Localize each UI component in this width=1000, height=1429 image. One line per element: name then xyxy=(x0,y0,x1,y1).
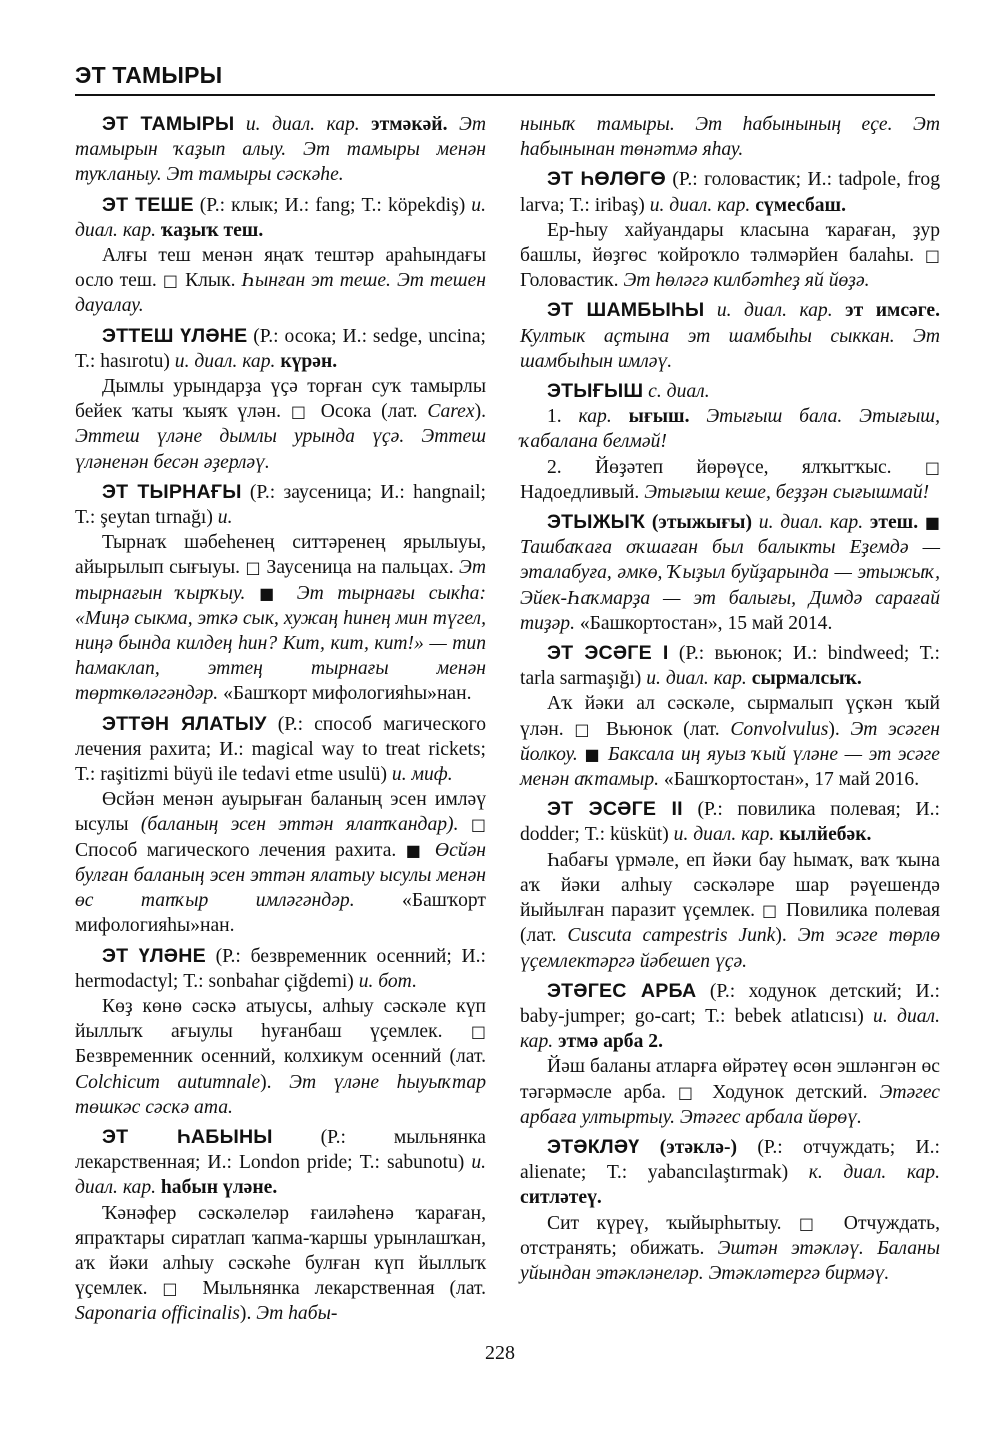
headword: ЭТ ТАМЫРЫ xyxy=(102,113,235,135)
square-marker-icon: □ xyxy=(924,246,940,266)
entry-et-tyrnagy: ЭТ ТЫРНАҒЫ (Р.: заусеница; И.: hangnail; Т.: şeytan tırnağı) и. xyxy=(75,480,486,529)
headword: ЭТЫЖЫҠ xyxy=(547,511,646,534)
definition: Сит күреү, ҡыйырһытыу. □ Отчуждать, отстранять; обижать. Эштән этәкләү. Баланы уйындан этәкләнеләр. Этәкләтергә бирмәү. xyxy=(520,1212,941,1284)
entry-et-esage-1: ЭТ ЭСӘГЕ I (Р.: вьюнок; И.: bindweed; Т.: tarla sarmaşığı) и. диал. кар. сырмалсыҡ. xyxy=(520,642,941,690)
headword: ЭТТӘН ЯЛАТЫУ xyxy=(102,712,267,735)
right-column xyxy=(520,112,940,1286)
headword: ЭТ ЭСӘГЕ I xyxy=(547,642,669,665)
sense-1: 1. кар. ығыш. Этығыш бала. Этығыш, ҡабалана белмәй! xyxy=(520,406,940,453)
headword: ЭТ ТЫРНАҒЫ xyxy=(102,480,242,503)
black-square-marker-icon: ■ xyxy=(259,583,284,603)
definition: Тырнаҡ шәбеһенең ситтәренең ярылыуы, айырылып сығыуы. □ Заусеница на пальцах. Эт тырнағын ҡырҡыу. ■ Эт тырнағы сыкһа: «Миңә сыкма, эткә сык, хужаң һинең мин түгел, ниңә бында килдең һин? Кит, кит, кит!» — тип һамаклап, эттең тырнағы менән төрткөләгәндәр. «Башҡорт мифологияһы»нан. xyxy=(75,532,486,705)
definition: Алғы теш менән яңаҡ тештәр араһындағы осло теш. □ Клык. Һынған эт теше. Эт тешен дауалау. xyxy=(75,245,486,317)
headword: ЭТЫҒЫШ xyxy=(547,380,644,403)
black-square-marker-icon: ■ xyxy=(924,513,940,533)
continuation: ныныҡ тамыры. Эт һабынының еҫе. Эт һабынынан төнәтмә яһау. xyxy=(520,114,940,161)
entry-ettesh-ulene: ЭТТЕШ ҮЛӘНЕ (Р.: осока; И.: sedge, uncina; Т.: hasırotu) и. диал. кар. күрән. xyxy=(75,324,486,372)
black-square-marker-icon: ■ xyxy=(584,744,602,764)
definition: Өсйән менән ауырыған баланың эсен имләү ысулы (баланың эсен эттән ялатҡандар). □ Способ магического лечения рахита. ■ Өсйән булған баланың эсен эттән ялатыу ысулы менән өс тапҡыр имләгәндәр. «Башҡорт мифологияһы»нан. xyxy=(75,789,487,937)
square-marker-icon: □ xyxy=(761,901,780,921)
headword: ЭТ ЭСӘГЕ II xyxy=(547,798,683,821)
sense-2: 2. Йөҙәтеп йөрөүсе, ялҡытҡыс. □ Надоедливый. Этығыш кеше, беҙҙән сығышмай! xyxy=(520,456,940,503)
headword: ЭТ ҮЛӘНЕ xyxy=(102,944,206,967)
entry-et-ulene: ЭТ ҮЛӘНЕ (Р.: безвременник осенний; И.: hermodactyl; Т.: sonbahar çiğdemi) и. бот. xyxy=(75,944,486,992)
entry-etages-arba: ЭТӘГЕС АРБА (Р.: ходунок детский; И.: baby-jumper; go-cart; Т.: bebek atlatıcısı) и. диал. кар. этмә арба 2. xyxy=(520,979,941,1053)
definition: Һабағы үрмәле, еп йәки бау һымаҡ, ваҡ ҡына аҡ йәки алһыу сәскәләре шар рәүешендә йыйылған паразит үҫемлек. □ Повилика полевая (лат. Cuscuta campestris Junk). Эт эсәге төрлө үҫемлектәргә йәбешеп үҫә. xyxy=(520,849,940,972)
definition: Дымлы урындарҙа үҫә торған суҡ тамырлы бейек ҡаты ҡыяҡ үлән. □ Осока (лат. Carex). Эттеш үләне дымлы урында үҫә. Эттеш үләненән бесән әҙерләү. xyxy=(75,376,486,473)
entry-etyzhyk: ЭТЫЖЫҠ (этыжығы) и. диал. кар. этеш. ■ Ташбаҡаға оҡшаған был балыкты Еҙемдә — эталабуға, әмкө, Ҡыҙыл буйҙарында — этыжыҡ, Эйек-Һаҡмарҙа — эт балығы, Димдә сарағай тиҙәр. «Башкортостан», 15 май 2014. xyxy=(520,511,940,634)
square-marker-icon: □ xyxy=(290,402,311,422)
definition: Ер-һыу хайуандары класына ҡараған, ҙур башлы, йөҙгөс ҡойроҡло тәлмәрйен балаһы. □ Головастик. Эт һөләгә килбәтһеҙ яй йөҙә. xyxy=(520,219,940,292)
square-marker-icon: □ xyxy=(798,1213,827,1233)
headword: ЭТ ШАМБЫҺЫ xyxy=(547,299,705,322)
square-marker-icon: □ xyxy=(470,1022,486,1042)
running-head: ЭТ ТАМЫРЫ xyxy=(75,62,223,88)
headword: ЭТ ТЕШЕ xyxy=(102,193,194,216)
definition: Көҙ көнө сәскә атыусы, алһыу сәскәле күп йыллыҡ ағыулы һуғанбаш үҫемлек. □ Безвременник осенний, колхикум осенний (лат. Colchicum autumnale). Эт үләне һыуыҡтар төшкәс сәскә ата. xyxy=(75,995,486,1118)
square-marker-icon: □ xyxy=(677,1082,701,1102)
definition: Аҡ йәки ал сәскәле, сырмалып үҫкән ҡый үлән. □ Вьюнок (лат. Convolvulus). Эт эсәген йолкоу. ■ Баксала иң яуыз ҡый үләне — эт эсәге менән аҡтамыр. «Башҡортостан», 17 май 2016. xyxy=(520,693,941,791)
headword: ЭТ ҺӨЛӨГӨ xyxy=(547,168,666,191)
header-rule xyxy=(75,94,935,96)
entry-et-hologo: ЭТ ҺӨЛӨГӨ (Р.: головастик; И.: tadpole, frog larva; Т.: iribaş) и. диал. кар. сүмесбаш. xyxy=(520,168,940,216)
definition: Йәш баланы атларға өйрәтеү өсөн эшләнгән өс тәгәрмәсле арба. □ Ходунок детский. Этәгес арбаға ултыртыу. Этәгес арбала йөрөү. xyxy=(520,1056,941,1128)
headword: ЭТ ҺАБЫНЫ xyxy=(102,1125,273,1148)
square-marker-icon: □ xyxy=(574,719,596,739)
square-marker-icon: □ xyxy=(162,1279,188,1299)
definition: Ҡәнәфер сәскәлеләр ғаиләһенә ҡараған, япраҡтары сиратлап ҡапма-ҡаршы урынлашҡан, аҡ йәки алһыу сәскәһе булған күп йыллыҡ үҫемлек. □ Мыльнянка лекарственная (лат. Saponaria officinalis). Эт һабы- xyxy=(75,1202,487,1325)
entry-et-shambyhy: ЭТ ШАМБЫҺЫ и. диал. кар. эт имсәге. Култык аҫтына эт шамбыһы сыккан. Эт шамбыһын имләү. xyxy=(520,299,940,372)
square-marker-icon: □ xyxy=(245,558,262,578)
entry-etaklau: ЭТӘКЛӘҮ (этәклә-) (Р.: отчуждать; И.: alienate; Т.: yabancılaştırmak) к. диал. кар. ситләтеү. xyxy=(520,1135,940,1209)
headword: ЭТӘКЛӘҮ xyxy=(547,1135,640,1158)
page-number: 228 xyxy=(485,1342,515,1364)
entry-et-esage-2: ЭТ ЭСӘГЕ II (Р.: повилика полевая; И.: dodder; Т.: küsküt) и. диал. кар. кылйебәк. xyxy=(520,798,940,846)
square-marker-icon: □ xyxy=(162,271,180,291)
left-column xyxy=(75,112,486,1327)
entry-et-teshe: ЭТ ТЕШЕ (Р.: клык; И.: fang; Т.: köpekdiş) и. диал. кар. ҡаҙыҡ теш. xyxy=(75,193,486,241)
entry-et-habyny: ЭТ ҺАБЫНЫ (Р.: мыльнянка лекарственная; И.: London pride; Т.: sabunotu) и. диал. кар. һабын үләне. xyxy=(75,1125,487,1199)
entry-ettan-yalatyu: ЭТТӘН ЯЛАТЫУ (Р.: способ магического лечения рахита; И.: magical way to treat rickets; Т.: raşitizmi büyü ile tedavi etme usulü) и. миф. xyxy=(75,712,486,786)
square-marker-icon: □ xyxy=(470,815,487,835)
headword: ЭТӘГЕС АРБА xyxy=(547,979,697,1002)
entry-etygysh: ЭТЫҒЫШ с. диал. xyxy=(547,380,710,403)
headword: ЭТТЕШ ҮЛӘНЕ xyxy=(102,324,248,347)
entry-et-tamyry: ЭТ ТАМЫРЫ и. диал. кар. этмәкәй. Эт тамырын ҡаҙып алыу. Эт тамыры менән туҡланыу. Эт тамыры сәскәһе. xyxy=(75,113,486,186)
square-marker-icon: □ xyxy=(924,457,940,477)
black-square-marker-icon: ■ xyxy=(405,840,426,860)
